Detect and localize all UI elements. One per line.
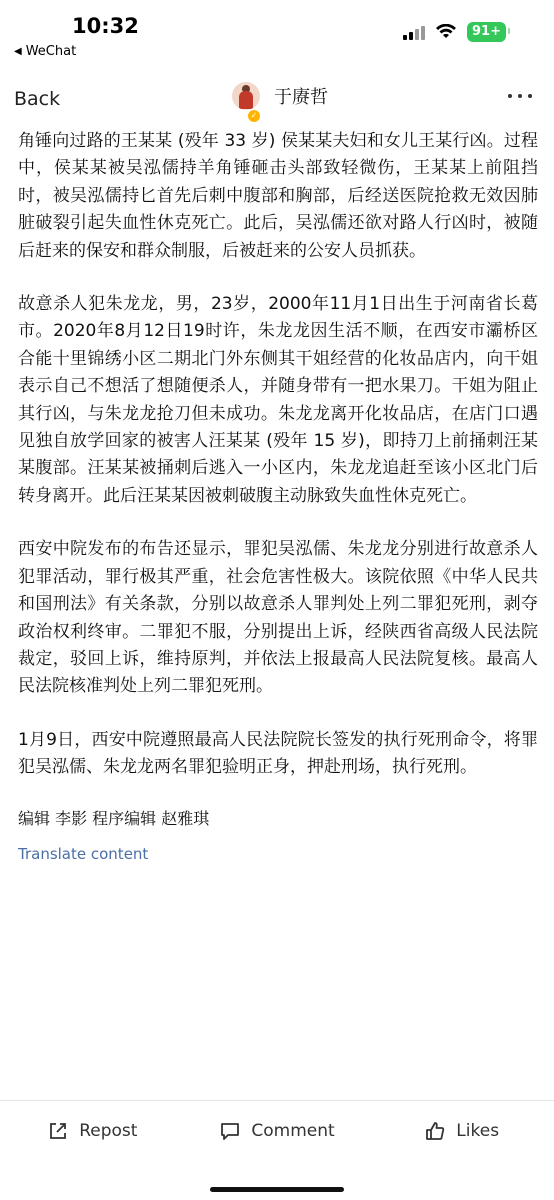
bottom-action-bar: [0, 1100, 554, 1161]
battery-icon: 91+: [467, 22, 506, 42]
repost-button[interactable]: [0, 1101, 185, 1161]
wifi-icon: [435, 24, 457, 40]
back-triangle-icon: ◀: [14, 46, 22, 57]
account-header[interactable]: [232, 82, 328, 110]
comment-label: Comment: [251, 1121, 335, 1141]
back-button[interactable]: Back: [14, 88, 61, 110]
status-icons: [403, 22, 506, 42]
thumbs-up-icon: [424, 1120, 446, 1142]
status-time: 10:32: [72, 14, 139, 38]
article-paragraph: 角锤向过路的王某某 (殁年 33 岁) 侯某某夫妇和女儿王某行凶。过程中，侯某某被吴泓儒持羊角锤砸击头部致轻微伤，王某某上前阻挡时，被吴泓儒持匕首先后刺中腹部和胸部，后经送医院抢救无效因肺脏破裂引起失血性休克死亡。此后，吴泓儒还欲对路人行凶时，被随后赶来的保安和群众制服，后被赶来的公安人员抓获。: [18, 131, 538, 261]
likes-button[interactable]: [369, 1101, 554, 1161]
back-app-label: WeChat: [25, 44, 77, 59]
back-to-app-link[interactable]: [14, 44, 76, 59]
translate-content-link[interactable]: Translate content: [18, 844, 149, 863]
comment-icon: [219, 1120, 241, 1142]
editor-credit: 编辑 李影 程序编辑 赵雅琪: [18, 808, 210, 828]
repost-label: Repost: [79, 1121, 138, 1141]
article-paragraph: 西安中院发布的布告还显示，罪犯吴泓儒、朱龙龙分别进行故意杀人犯罪活动，罪行极其严重，社会危害性极大。该院依照《中华人民共和国刑法》有关条款，分别以故意杀人罪判处上列二罪犯死刑，剥夺政治权利终审。二罪犯不服，分别提出上诉，经陕西省高级人民法院裁定，驳回上诉，维持原判，并依法上报最高人民法院复核。最高人民法院核准判处上列二罪犯死刑。: [18, 539, 538, 697]
navigation-bar: [0, 72, 554, 124]
likes-label: Likes: [456, 1121, 500, 1141]
article-content: [18, 128, 538, 863]
home-indicator[interactable]: [210, 1187, 344, 1192]
avatar[interactable]: [232, 82, 260, 110]
article-paragraph: 故意杀人犯朱龙龙，男，23岁，2000年11月1日出生于河南省长葛市。2020年8月12日19时许，朱龙龙因生活不顺，在西安市灞桥区合能十里锦绣小区二期北门外东侧其干姐经营的化妆品店内，向干姐表示自己不想活了想随便杀人，并随身带有一把水果刀。干姐为阻止其行凶，与朱龙龙抢刀但未成功。朱龙龙离开化妆品店，在店门口遇见独自放学回家的被害人汪某某 (殁年 15 岁)，即持刀上前捅刺汪某某腹部。汪某某被捅刺后逃入一小区内，朱龙龙追赶至该小区北门后转身离开。此后汪某某因被刺破腹主动脉致失血性休克死亡。: [18, 294, 538, 506]
comment-button[interactable]: [185, 1101, 370, 1161]
status-bar: [0, 0, 554, 44]
account-name[interactable]: 于赓哲: [274, 87, 328, 108]
signal-icon: [403, 24, 425, 40]
more-icon[interactable]: [508, 94, 532, 98]
verified-badge-icon: ✓: [247, 109, 261, 123]
article-paragraph: 1月9日，西安中院遵照最高人民法院院长签发的执行死刑命令，将罪犯吴泓儒、朱龙龙两名罪犯验明正身，押赴刑场，执行死刑。: [18, 729, 538, 778]
repost-icon: [47, 1120, 69, 1142]
